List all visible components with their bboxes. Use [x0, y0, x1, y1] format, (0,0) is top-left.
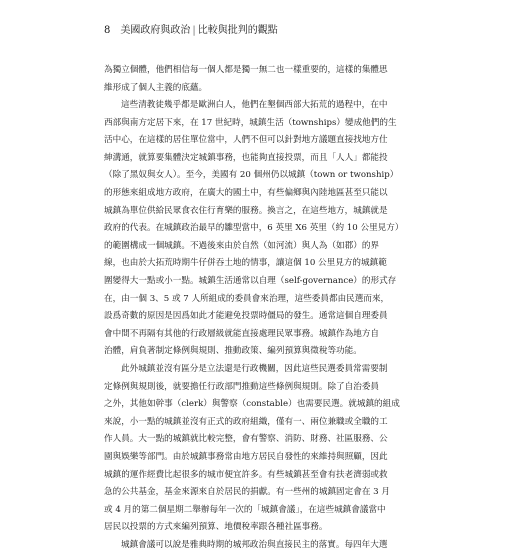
text-line: 會中間不再隔有其他的行政層級就能直接處理民眾事務。城鎮作為地方自 [104, 328, 380, 339]
text-line: 線，也由於大拓荒時期牛仔併吞土地的情事，讓這個 10 公里見方的城鎮範 [104, 258, 387, 269]
text-line: 園與娛樂等部門。由於城鎮事務常由地方居民自發性的來維持與照顧，因此 [104, 451, 388, 462]
text-line: 在，由一個 3、5 或 7 人所組成的委員會來治理，這些委員都由民選而來， [104, 293, 390, 304]
text-line: 紳溝通，就算要集體決定城鎮事務，也能夠直接投票，而且「人人」都能投 [104, 152, 388, 163]
paragraph-town-meeting [104, 537, 434, 555]
text-line: 居民以投票的方式來編列預算、地價稅率跟各種社區事務。 [104, 522, 328, 533]
book-subtitle: 比較與批判的觀點 [197, 25, 278, 36]
running-header [104, 25, 278, 37]
text-line: 維形成了個人主義的底蘊。 [104, 82, 208, 93]
text-line: 西部與南方定居下來，在 17 世紀時，城鎮生活（townships）變成他們的生 [104, 117, 397, 128]
text-line: 定條例與規則後，就要擔任行政部門推動這些條例與規則。除了自治委員 [104, 381, 380, 392]
text-line: 活中心，在這樣的居住單位當中，人們不但可以針對地方議題直接找地方仕 [104, 135, 388, 146]
text-line: 之外，其他如幹事（clerk）與警察（constable）也需要民選。就城鎮的組成 [104, 399, 400, 410]
text-line: 急的公共基金，基金來源來自於居民的捐獻。有一些州的城鎮固定會在 3 月 [104, 487, 390, 498]
text-line: 政府的代表。在城鎮政治最早的雛型當中，6 英里 X6 英里（約 10 公里見方） [104, 223, 404, 234]
text-line: 圍變得大一點或小一點。城鎮生活通常以自理（self-governance）的形式存 [104, 275, 397, 286]
text-line: 的範圍構成一個城鎮。不過後來由於自然（如河流）與人為（如郡）的界 [104, 240, 380, 251]
header-separator: | [192, 25, 196, 36]
paragraph-governance [104, 361, 434, 537]
text-line: 來說，小一點的城鎮並沒有正式的政府組織，僅有一、兩位兼職或全職的工 [104, 416, 388, 427]
page-number: 8 [104, 25, 111, 36]
text-line: 設爲奇數的原因是因爲如此才能避免投票時僵局的發生。通常這個自理委員 [104, 311, 388, 322]
book-title: 美國政府與政治 [120, 25, 191, 36]
text-line: （除了黑奴與女人）。至今，美國有 20 個州仍以城鎮（town or twonship） [104, 170, 399, 181]
text-line: 城鎮的運作經費比起很多的城市便宜許多。有些城鎮甚至會有扶老濟弱或救 [104, 469, 388, 480]
text-line: 此外城鎮並沒有區分是立法還是行政機關，因此這些民選委員常需要制 [121, 364, 388, 374]
text-line: 為獨立個體，他們相信每一個人都是獨一無二也一樣重要的，這樣的集體思 [104, 65, 388, 75]
text-line: 作人員。大一點的城鎮就比較完整，會有警察、消防、財務、社區服務、公 [104, 434, 388, 445]
paragraph-townships [104, 97, 434, 361]
text-line: 或 4 月的第二個星期二舉辦每年一次的「城鎮會議」，在這些城鎮會議當中 [104, 504, 386, 515]
paragraph-continuation [104, 62, 434, 97]
text-line: 城鎮為單位供給民眾食衣住行育樂的服務。換言之，在這些地方，城鎮就是 [104, 205, 388, 216]
text-line: 這些清教徒幾乎都是歐洲白人，他們在墾個西部大拓荒的過程中，在中 [121, 100, 388, 110]
text-line: 城鎮會議可以說是雅典時期的城邦政治與直接民主的落實。每四年大選 [121, 540, 388, 550]
text-line: 的形態來組成地方政府，在廣大的國土中，有些偏鄉與內陸地區甚至只能以 [104, 187, 388, 198]
text-line: 治體，肩負著制定條例與規則、推動政策、編列預算與徵稅等功能。 [104, 346, 362, 357]
